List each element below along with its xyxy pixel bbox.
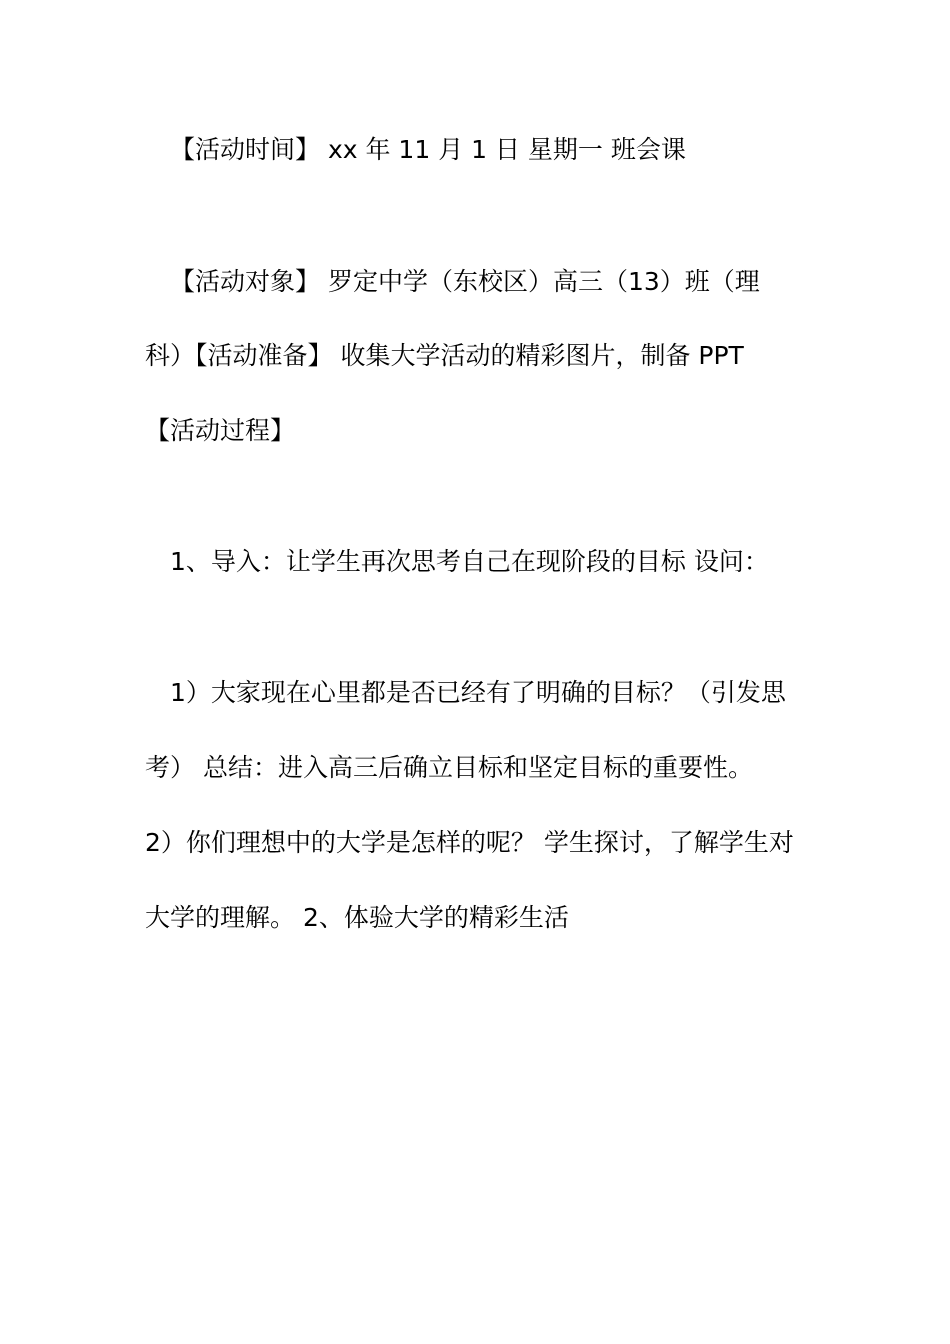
activity-preparation-line: 科）【活动准备】 收集大学活动的精彩图片，制备 PPT (145, 341, 744, 370)
question-1-line: 1）大家现在心里都是否已经有了明确的目标？（引发思 (170, 678, 786, 707)
activity-time-line: 【活动时间】 xx 年 11 月 1 日 星期一 班会课 (170, 135, 686, 164)
intro-line: 1、导入：让学生再次思考自己在现阶段的目标 设问： (170, 547, 769, 576)
summary-line: 考） 总结：进入高三后确立目标和坚定目标的重要性。 (145, 753, 753, 782)
activity-process-heading: 【活动过程】 (145, 416, 296, 445)
experience-line: 大学的理解。 2、体验大学的精彩生活 (145, 903, 569, 932)
question-2-line: 2）你们理想中的大学是怎样的呢？ 学生探讨，了解学生对 (145, 828, 794, 857)
activity-target-line: 【活动对象】 罗定中学（东校区）高三（13）班（理 (170, 267, 760, 296)
